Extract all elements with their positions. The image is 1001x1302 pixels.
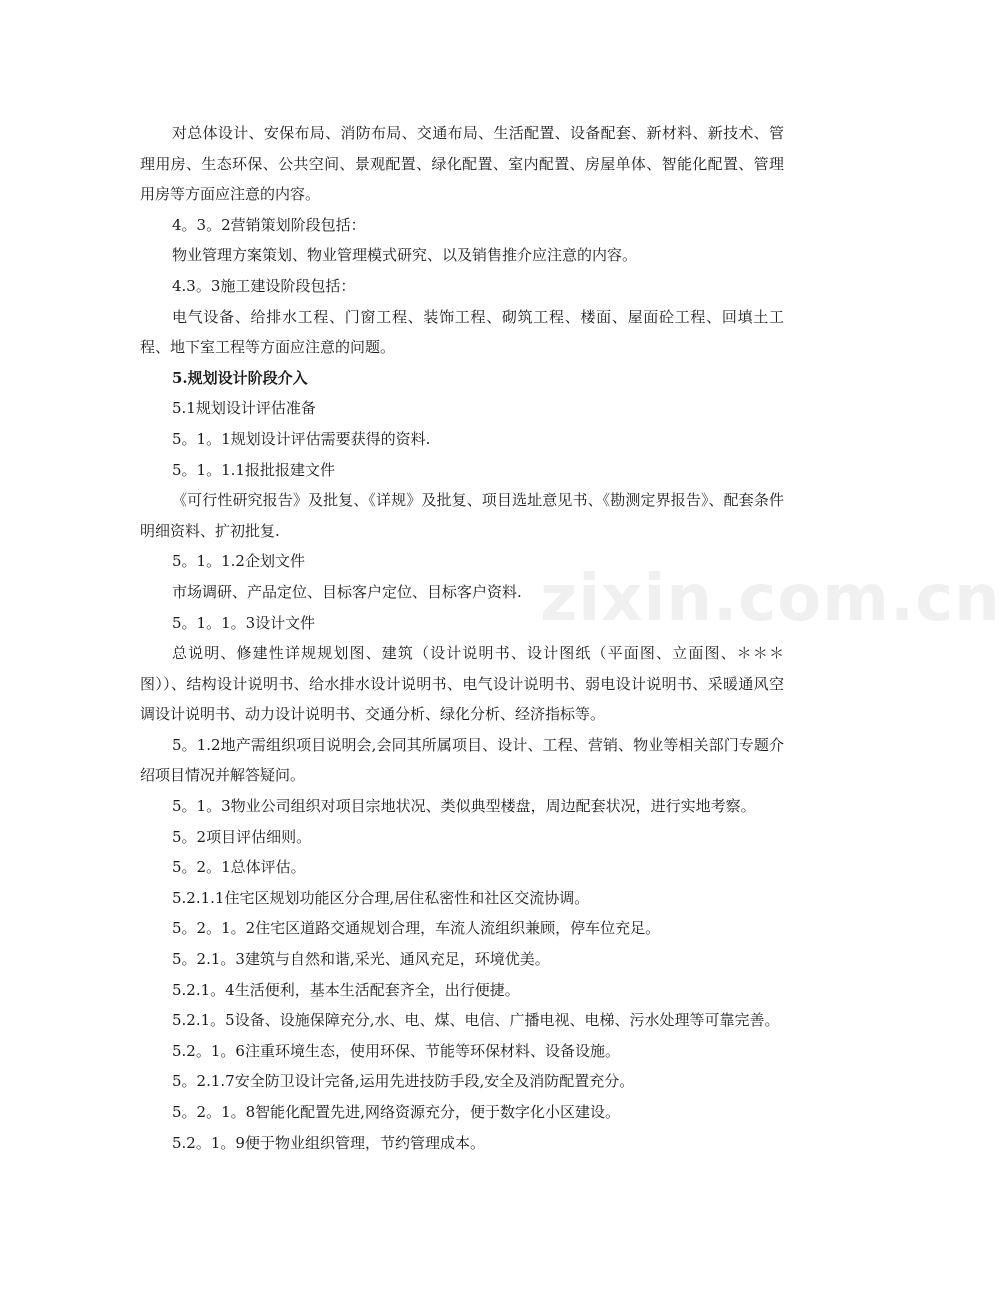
- section-heading: 5.规划设计阶段介入: [172, 368, 308, 387]
- document-paragraph: 对总体设计、安保布局、消防布局、交通布局、生活配置、设备配套、新材料、新技术、管理用房、生态环保、公共空间、景观配置、绿化配置、室内配置、房屋单体、智能化配置、管理用房等方面应注意的内容。: [140, 124, 784, 204]
- document-paragraph: 5。1。1.1报批报建文件: [172, 460, 335, 479]
- document-paragraph: 5.2。1。6注重环境生态，使用环保、节能等环保材料、设备设施。: [172, 1041, 620, 1060]
- document-paragraph: 5。2。1总体评估。: [172, 858, 306, 877]
- watermark: zixin.com.cn: [540, 562, 1001, 636]
- document-paragraph: 5。2。1。8智能化配置先进,网络资源充分，便于数字化小区建设。: [172, 1103, 620, 1121]
- document-paragraph: 《可行性研究报告》及批复、《详规》及批复、项目选址意见书、《勘测定界报告》、配套条件明细资料、扩初批复.: [140, 491, 784, 540]
- document-paragraph: 5。1。3物业公司组织对项目宗地状况、类似典型楼盘，周边配套状况，进行实地考察。: [172, 797, 756, 816]
- document-paragraph: 总说明、修建性详规规划图、建筑（设计说明书、设计图纸（平面图、立面图、＊＊＊图））、结构设计说明书、给水排水设计说明书、电气设计说明书、弱电设计说明书、采暖通风空调设计说明书、动力设计说明书、交通分析、绿化分析、经济指标等。: [140, 644, 784, 724]
- document-paragraph: 5。2。1。2住宅区道路交通规划合理，车流人流组织兼顾，停车位充足。: [172, 919, 661, 938]
- document-paragraph: 5.2.1.1住宅区规划功能区分合理,居住私密性和社区交流协调。: [172, 888, 590, 907]
- document-paragraph: 5.2。1。9便于物业组织管理，节约管理成本。: [172, 1133, 485, 1152]
- document-paragraph: 5.2.1。5设备、设施保障充分,水、电、煤、电信、广播电视、电梯、污水处理等可靠完善。: [172, 1011, 780, 1030]
- document-paragraph: 5。1。1规划设计评估需要获得的资料.: [172, 429, 431, 448]
- document-paragraph: 5。2项目评估细则。: [172, 827, 312, 846]
- document-paragraph: 5。2.1。3建筑与自然和谐,采光、通风充足，环境优美。: [172, 950, 550, 969]
- document-paragraph: 5。1。1。3设计文件: [172, 613, 316, 632]
- document-paragraph: 5。1.2地产需组织项目说明会,会同其所属项目、设计、工程、营销、物业等相关部门专题介绍项目情况并解答疑问。: [140, 735, 784, 785]
- document-paragraph: 电气设备、给排水工程、门窗工程、装饰工程、砌筑工程、楼面、屋面砼工程、回填土工程、地下室工程等方面应注意的问题。: [140, 307, 784, 357]
- document-body: [140, 118, 784, 1158]
- document-paragraph: 4。3。2营销策划阶段包括：: [172, 215, 366, 234]
- document-paragraph: 市场调研、产品定位、目标客户定位、目标客户资料.: [172, 582, 522, 601]
- document-paragraph: 4.3。3施工建设阶段包括：: [172, 276, 356, 295]
- document-paragraph: 5.2.1。4生活便利，基本生活配套齐全，出行便捷。: [172, 980, 520, 999]
- document-paragraph: 5。1。1.2企划文件: [172, 552, 305, 571]
- document-paragraph: 5。2.1.7安全防卫设计完备,运用先进技防手段,安全及消防配置充分。: [172, 1072, 635, 1091]
- document-paragraph: 5.1规划设计评估准备: [172, 399, 316, 418]
- document-paragraph: 物业管理方案策划、物业管理模式研究、以及销售推介应注意的内容。: [172, 246, 638, 265]
